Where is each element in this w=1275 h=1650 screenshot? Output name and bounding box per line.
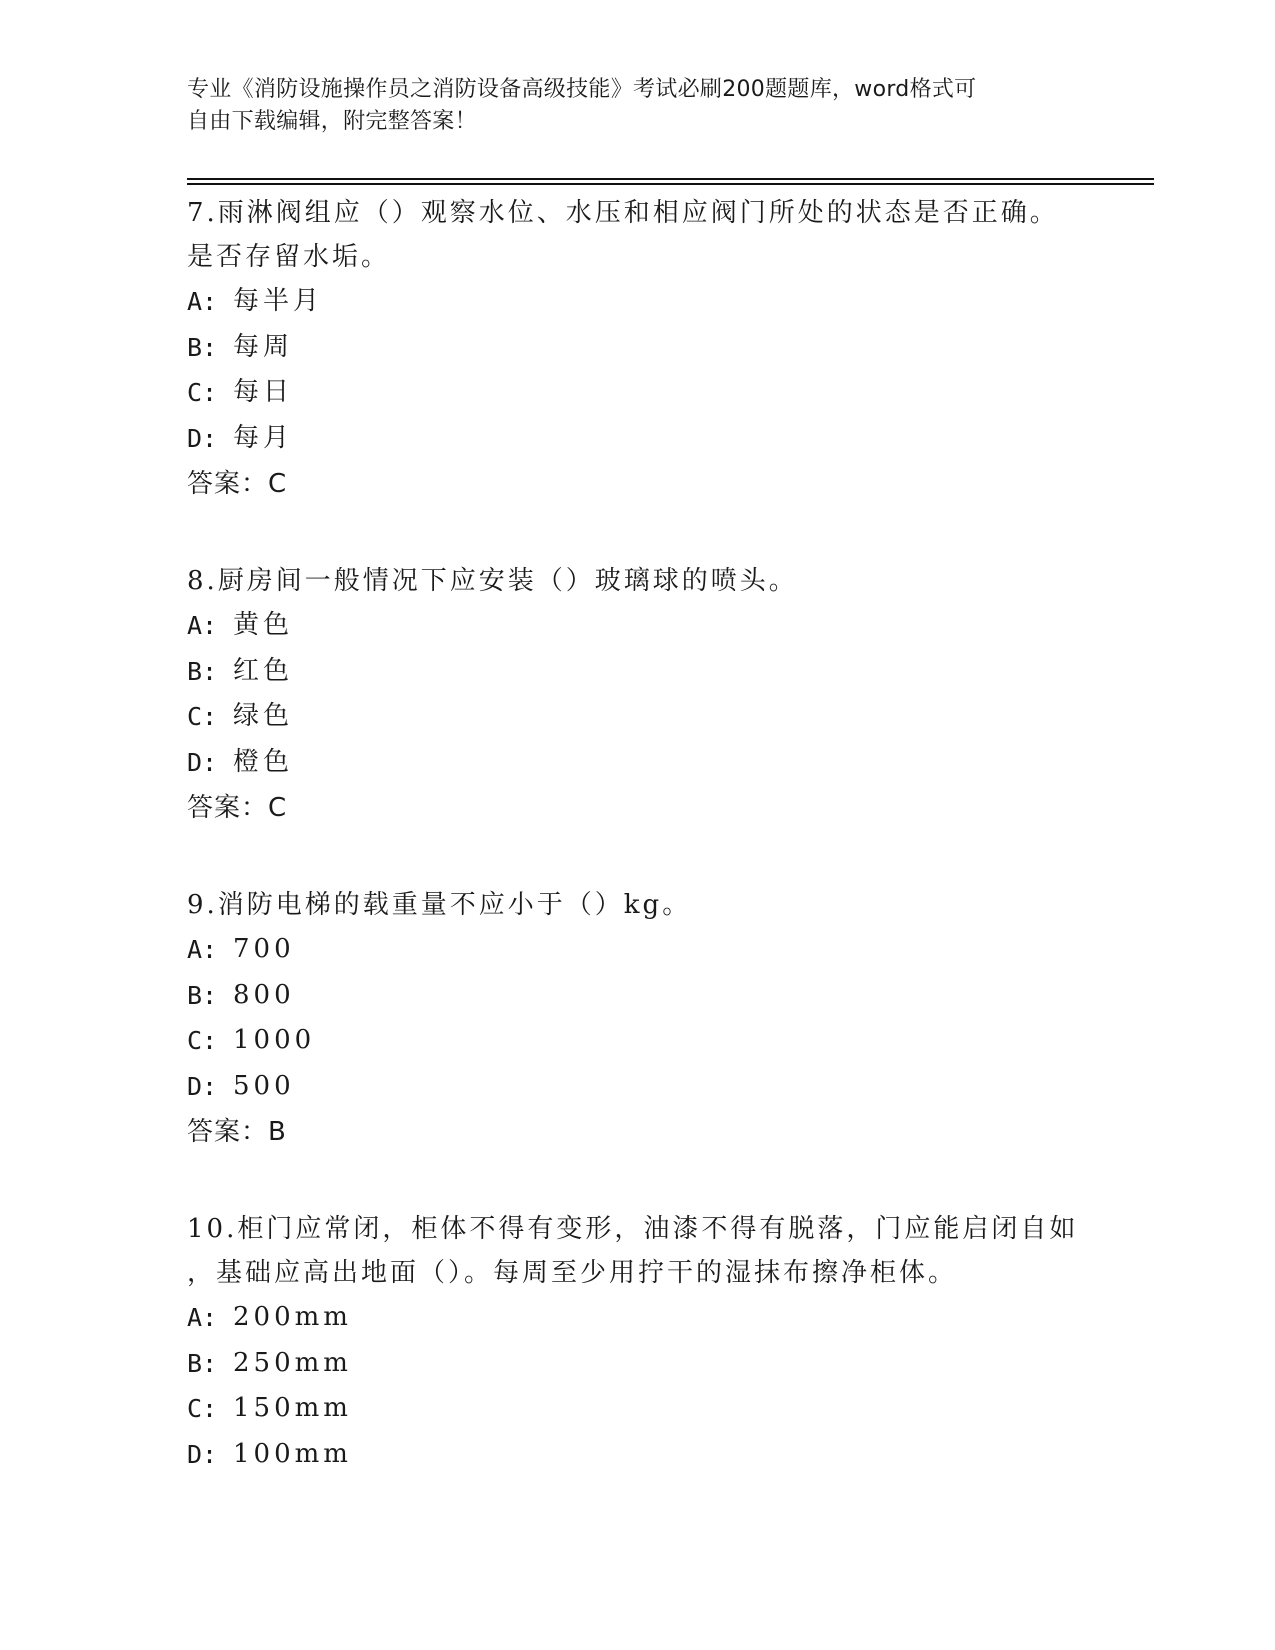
option-text: 250mm (233, 1347, 352, 1378)
option-b (187, 1341, 1087, 1387)
question-text: 8.厨房间一般情况下应安装（）玻璃球的喷头。 (187, 566, 798, 596)
option-d (187, 416, 1087, 462)
question-text-continued: 是否存留水垢。 (187, 242, 391, 272)
spacer (187, 831, 1087, 883)
option-text: 150mm (233, 1393, 352, 1423)
option-text: 红色 (233, 655, 294, 686)
option-letter: B: (187, 980, 218, 1010)
question-text: 7.雨淋阀组应（）观察水位、水压和相应阀门所处的状态是否正确。 (187, 198, 1059, 228)
option-d (187, 740, 1087, 786)
question-text: 9.消防电梯的载重量不应小于（）kg。 (187, 890, 692, 920)
option-letter: D: (187, 1439, 218, 1469)
document-header (187, 74, 1067, 138)
option-letter: B: (187, 332, 218, 362)
option-text: 800 (233, 979, 295, 1010)
option-c (187, 1386, 1087, 1432)
option-text: 200mm (233, 1302, 352, 1332)
answer-line: 答案：C (187, 793, 288, 823)
option-text: 每半月 (233, 286, 324, 316)
answer-line: 答案：C (187, 469, 288, 499)
option-text: 每日 (233, 377, 294, 407)
option-text: 700 (233, 934, 295, 964)
option-a (187, 279, 1087, 325)
option-a (187, 927, 1087, 973)
question-10 (187, 1207, 1087, 1477)
option-text: 橙色 (233, 746, 294, 777)
question-text-continued: ，基础应高出地面（）。每周至少用拧干的湿抹布擦净柜体。 (187, 1258, 958, 1288)
option-letter: A: (187, 1303, 218, 1332)
option-text: 500 (233, 1070, 295, 1101)
spacer (187, 507, 1087, 559)
answer-line: 答案：B (187, 1117, 287, 1147)
option-text: 绿色 (233, 701, 294, 731)
question-9 (187, 883, 1087, 1155)
option-b (187, 649, 1087, 695)
option-letter: D: (187, 747, 218, 777)
question-text: 10.柜门应常闭，柜体不得有变形，油漆不得有脱落，门应能启闭自如 (187, 1214, 1079, 1244)
option-letter: D: (187, 1071, 218, 1101)
header-line-2: 自由下载编辑，附完整答案！ (187, 109, 477, 134)
spacer (187, 1155, 1087, 1207)
option-d (187, 1064, 1087, 1110)
option-letter: A: (187, 611, 218, 640)
option-text: 每月 (233, 422, 294, 453)
option-letter: A: (187, 287, 218, 316)
option-text: 1000 (233, 1025, 316, 1055)
option-letter: B: (187, 1348, 218, 1378)
option-letter: C: (187, 378, 218, 407)
option-a (187, 603, 1087, 649)
question-8 (187, 559, 1087, 831)
option-letter: C: (187, 1394, 218, 1423)
header-divider-top (187, 178, 1154, 180)
header-line-1: 专业《消防设施操作员之消防设备高级技能》考试必刷200题题库，word格式可 (187, 77, 977, 102)
option-letter: C: (187, 1026, 218, 1055)
option-text: 黄色 (233, 610, 294, 640)
option-b (187, 973, 1087, 1019)
option-a (187, 1295, 1087, 1341)
question-list (187, 191, 1087, 1477)
header-divider-bottom (187, 183, 1154, 185)
option-text: 100mm (233, 1438, 352, 1469)
option-letter: C: (187, 702, 218, 731)
option-c (187, 1018, 1087, 1064)
question-7 (187, 191, 1087, 507)
option-d (187, 1432, 1087, 1478)
option-letter: A: (187, 935, 218, 964)
option-letter: B: (187, 656, 218, 686)
option-text: 每周 (233, 331, 294, 362)
option-c (187, 370, 1087, 416)
option-b (187, 325, 1087, 371)
option-c (187, 694, 1087, 740)
option-letter: D: (187, 423, 218, 453)
